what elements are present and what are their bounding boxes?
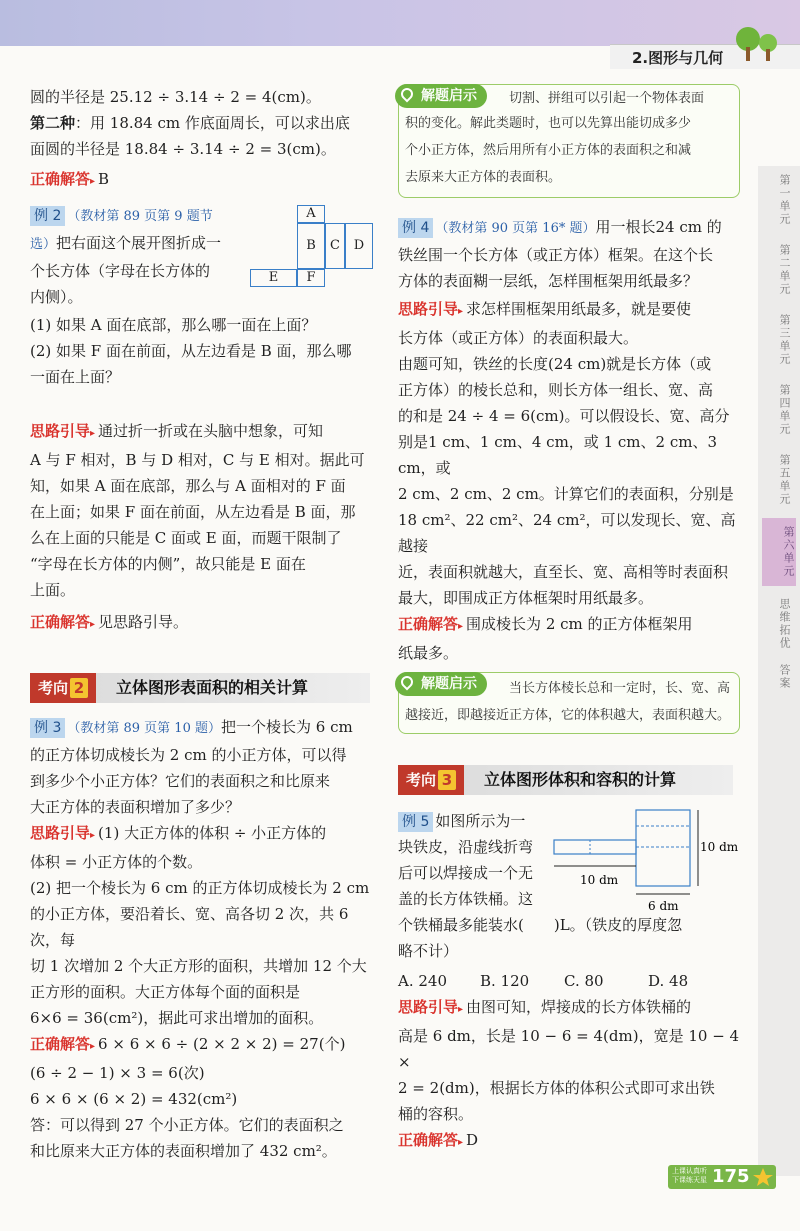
net-face-a: A — [297, 205, 325, 223]
section-tag-text: 考向 — [406, 771, 437, 789]
guide-text: 知，如果 A 面在底部，那么与 A 面相对的 F 面 — [30, 477, 346, 495]
guide-text: 的小正方体，要沿着长、宽、高各切 2 次，共 6 次，每 — [30, 905, 349, 949]
answer-label: 正确解答 — [30, 170, 91, 188]
example-text: 个铁桶最多能装水( )L。（铁皮的厚度忽 — [398, 916, 683, 934]
guide-label: 思路引导 — [398, 998, 459, 1016]
guide-text: 上面。 — [30, 581, 76, 599]
guide-2 — [30, 418, 380, 638]
hint-box-2 — [398, 672, 740, 734]
example-text: 略不计） — [398, 942, 459, 960]
example-tag: 例 2 — [30, 206, 65, 226]
unit-sidebar — [758, 166, 800, 1176]
hint-tag — [395, 84, 487, 108]
second-method — [30, 110, 380, 136]
example-source-cont: 选） — [30, 237, 57, 252]
guide-text: 通过折一折或在头脑中想象，可知 — [98, 422, 324, 440]
arrow-icon: ▸ — [458, 1004, 464, 1015]
section-title: 立体图形表面积的相关计算 — [116, 678, 309, 697]
net-face-b: B — [297, 223, 325, 269]
net-face-e: E — [250, 269, 297, 287]
section-number: 3 — [438, 770, 456, 790]
example-source: （教材第 89 页第 9 题节 — [67, 209, 213, 224]
guide-label: 思路引导 — [30, 422, 91, 440]
answer-options — [398, 968, 743, 994]
iron-sheet-figure — [550, 808, 740, 918]
answer-1 — [30, 166, 380, 195]
sidebar-item-unit3[interactable]: 第三单元 — [778, 314, 791, 366]
badge-slogan-line: 下课练天星 — [672, 1176, 707, 1184]
second-text-a: ：用 18.84 cm 作底面周长，可以求出底 — [75, 114, 350, 132]
answer-text: (6 ÷ 2 − 1) × 3 = 6(次) — [30, 1064, 205, 1082]
answer-label: 正确解答 — [398, 615, 459, 633]
example-source: （教材第 90 页第 16* 题） — [435, 221, 596, 236]
section-tag-text: 考向 — [38, 679, 69, 697]
sidebar-item-thinking[interactable]: 思维拓优 — [778, 598, 791, 650]
second-label: 第二种 — [30, 114, 76, 132]
cuboid-net-diagram — [250, 205, 370, 287]
question-1: (1) 如果 A 面在底部，那么哪一面在上面？ — [30, 316, 317, 334]
badge-slogan — [672, 1167, 707, 1185]
section-header-2 — [30, 673, 370, 703]
guide-text: 18 cm²、22 cm²、24 cm²，可以发现长、宽、高越接 — [398, 511, 736, 555]
example-tag: 例 4 — [398, 218, 433, 238]
section-header-3 — [398, 765, 733, 795]
star-icon — [752, 1167, 774, 1187]
hint-tag — [395, 672, 487, 696]
hint-text: 积的变化。解此类题时，也可以先算出能切成多少 — [405, 116, 692, 131]
option-c[interactable]: C. 80 — [564, 972, 604, 990]
option-a[interactable]: A. 240 — [398, 972, 447, 990]
sidebar-item-unit1[interactable]: 第一单元 — [778, 174, 791, 226]
arrow-icon: ▸ — [90, 619, 96, 630]
guide-text: 高是 6 dm，长是 10 − 6 = 4(dm)，宽是 10 − 4 × — [398, 1027, 740, 1071]
height-label: 10 dm — [700, 840, 739, 854]
option-b[interactable]: B. 120 — [480, 972, 530, 990]
location-pin-icon — [399, 674, 416, 691]
arrow-icon: ▸ — [90, 830, 96, 841]
radius-line: 圆的半径是 25.12 ÷ 3.14 ÷ 2 = 4(cm)。 — [30, 88, 321, 106]
guide-label: 思路引导 — [30, 824, 91, 842]
guide-text: (2) 把一个棱长为 6 cm 的正方体切成棱长为 2 cm — [30, 879, 370, 897]
question-2: (2) 如果 F 面在前面，从左边看是 B 面，那么哪 — [30, 342, 352, 360]
guide-text: 最大，即围成正方体框架时用纸最多。 — [398, 589, 654, 607]
hint-text: 切割、拼组可以引起一个物体表面 — [509, 91, 705, 106]
answer-label: 正确解答 — [398, 1131, 459, 1149]
example-3 — [30, 714, 380, 1164]
guide-text: 由题可知，铁丝的长度(24 cm)就是长方体（或 — [398, 355, 712, 373]
arrow-icon: ▸ — [458, 621, 464, 632]
answer-text: 围成棱长为 2 cm 的正方体框架用 — [466, 615, 693, 633]
left-length-label: 10 dm — [580, 873, 619, 887]
section-tag — [398, 765, 464, 795]
example-tag: 例 5 — [398, 812, 433, 832]
answer-text: 6 × 6 × 6 ÷ (2 × 2 × 2) = 27(个) — [98, 1035, 346, 1053]
answer-label: 正确解答 — [30, 613, 91, 631]
arrow-icon: ▸ — [90, 176, 96, 187]
sidebar-item-unit4[interactable]: 第四单元 — [778, 384, 791, 436]
guide-text: 的和是 24 ÷ 4 = 6(cm)。可以假设长、宽、高分 — [398, 407, 730, 425]
guide-text: 桶的容积。 — [398, 1105, 474, 1123]
answer-text: 6 × 6 × (6 × 2) = 432(cm²) — [30, 1090, 238, 1108]
answer-label: 正确解答 — [30, 1035, 91, 1053]
example-text: 个长方体（字母在长方体的 — [30, 262, 211, 280]
guide-text: 正方体）的棱长总和，则长方体一组长、宽、高 — [398, 381, 714, 399]
sheet-main-rect — [636, 810, 690, 886]
hint-box-1 — [398, 84, 740, 198]
example-text: 后可以焊接成一个无 — [398, 864, 534, 882]
section-number: 2 — [70, 678, 88, 698]
example-text: 把一个棱长为 6 cm — [220, 718, 353, 736]
guide-text: A 与 F 相对，B 与 D 相对，C 与 E 相对。据此可 — [30, 451, 365, 469]
hint-tag-text: 解题启示 — [421, 88, 477, 104]
section-tag — [30, 673, 96, 703]
example-text: 用一根长24 cm 的 — [595, 218, 722, 236]
header-band — [0, 0, 800, 46]
bottom-length-label: 6 dm — [648, 899, 679, 913]
example-source: （教材第 89 页第 10 题） — [67, 721, 221, 736]
second-text-b: 面圆的半径是 18.84 ÷ 3.14 ÷ 2 = 3(cm)。 — [30, 140, 336, 158]
answer-text: 和比原来大正方体的表面积增加了 432 cm²。 — [30, 1142, 337, 1160]
example-text: 大正方体的表面积增加了多少？ — [30, 798, 241, 816]
answer-value: B — [98, 170, 110, 188]
guide-text: 2 cm、2 cm、2 cm。计算它们的表面积，分别是 — [398, 485, 734, 503]
option-d[interactable]: D. 48 — [648, 972, 689, 990]
section-title: 立体图形体积和容积的计算 — [484, 770, 677, 789]
guide-text: 正方形的面积。大正方体每个面的面积是 — [30, 983, 301, 1001]
guide-text: 长方体（或正方体）的表面积最大。 — [398, 329, 639, 347]
guide-text: 体积 = 小正方体的个数。 — [30, 853, 203, 871]
location-pin-icon — [399, 86, 416, 103]
answer-value: D — [466, 1131, 479, 1149]
example-text: 铁丝围一个长方体（或正方体）框架。在这个长 — [398, 246, 714, 264]
guide-text: 切 1 次增加 2 个大正方形的面积，共增加 12 个大 — [30, 957, 367, 975]
guide-text: (1) 大正方体的体积 ÷ 小正方体的 — [98, 824, 327, 842]
guide-text: 么在上面的只能是 C 面或 E 面，而题干限制了 — [30, 529, 342, 547]
example-text: 到多少个小正方体？它们的表面积之和比原来 — [30, 772, 331, 790]
example-text: 方体的表面糊一层纸，怎样围框架用纸最多？ — [398, 272, 699, 290]
arrow-icon: ▸ — [458, 306, 464, 317]
sidebar-item-unit2[interactable]: 第二单元 — [778, 244, 791, 296]
sidebar-item-answers[interactable]: 答案 — [778, 664, 791, 690]
example-text: 盖的长方体铁桶。这 — [398, 890, 534, 908]
sheet-tab-rect — [554, 840, 636, 854]
guide-label: 思路引导 — [398, 300, 459, 318]
answer-value: 见思路引导。 — [98, 613, 189, 631]
example-4 — [398, 214, 743, 666]
example-text: 内侧）。 — [30, 288, 83, 306]
example-text: 的正方体切成棱长为 2 cm 的小正方体，可以得 — [30, 746, 347, 764]
guide-text: 近，表面积就越大，直至长、宽、高相等时表面积 — [398, 563, 729, 581]
guide-text: 在上面；如果 F 面在前面，从左边看是 B 面，那 — [30, 503, 356, 521]
example-text: 如图所示为一 — [435, 812, 526, 830]
guide-text: 由图可知，焊接成的长方体铁桶的 — [466, 998, 692, 1016]
left-column — [30, 84, 380, 195]
hint-text: 越接近，即越接近正方体，它的体积越大，表面积越大。 — [405, 708, 731, 723]
answer-text: 纸最多。 — [398, 644, 459, 662]
hint-text: 当长方体棱长总和一定时，长、宽、高 — [509, 681, 731, 696]
guide-text: 6×6 = 36(cm²)，据此可求出增加的面积。 — [30, 1009, 324, 1027]
sidebar-item-unit6[interactable]: 第六单元 — [762, 518, 796, 586]
hint-tag-text: 解题启示 — [421, 676, 477, 692]
answer-text: 答：可以得到 27 个小正方体。它们的表面积之 — [30, 1116, 344, 1134]
tree-icon — [732, 25, 782, 65]
example-text: 把右面这个展开图折成一 — [56, 234, 222, 252]
arrow-icon: ▸ — [458, 1137, 464, 1148]
example-text: 块铁皮，沿虚线折弯 — [398, 838, 534, 856]
arrow-icon: ▸ — [90, 1041, 96, 1052]
guide-text: 2 = 2(dm)，根据长方体的体积公式即可求出铁 — [398, 1079, 715, 1097]
chapter-title: 2.图形与几何 — [632, 49, 724, 67]
page-number: 175 — [712, 1166, 750, 1187]
guide-text: 别是1 cm、1 cm、4 cm，或 1 cm、2 cm、3 cm，或 — [398, 433, 717, 477]
arrow-icon: ▸ — [90, 428, 96, 439]
guide-text: 求怎样围框架用纸最多，就是要使 — [466, 300, 692, 318]
guide-text: “字母在长方体的内侧”，故只能是 E 面在 — [30, 555, 306, 573]
net-face-c: C — [325, 223, 345, 269]
hint-text: 去原来大正方体的表面积。 — [405, 170, 562, 185]
net-face-d: D — [345, 223, 373, 269]
net-face-f: F — [297, 269, 325, 287]
example-tag: 例 3 — [30, 718, 65, 738]
badge-slogan-line: 上课认真听 — [672, 1167, 707, 1175]
page-badge — [668, 1165, 776, 1189]
chapter-label — [610, 44, 800, 69]
question-2-cont: 一面在上面？ — [30, 368, 121, 386]
sidebar-item-unit5[interactable]: 第五单元 — [778, 454, 791, 506]
hint-text: 个小正方体，然后用所有小正方体的表面积之和减 — [405, 143, 692, 158]
